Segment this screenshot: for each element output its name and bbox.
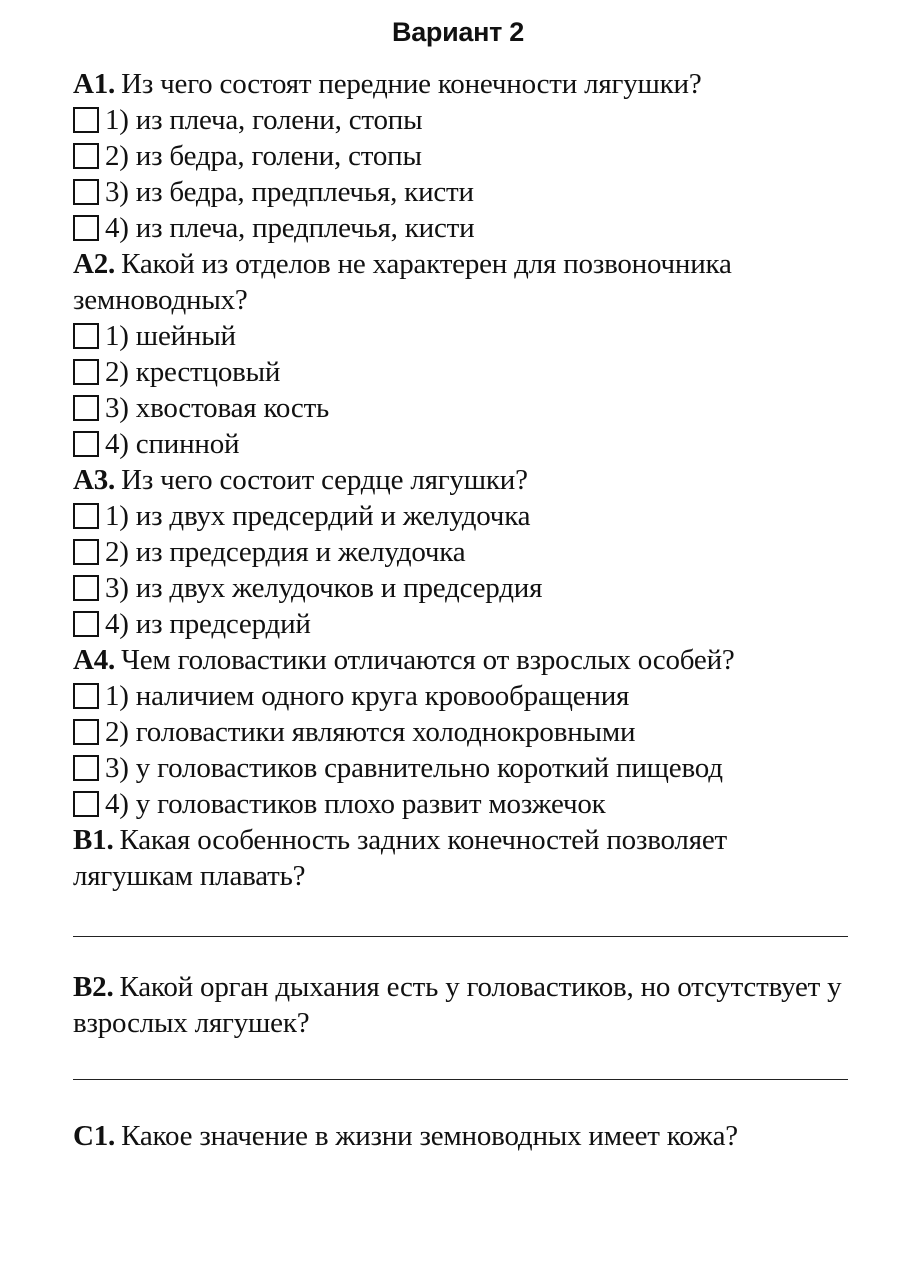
option-label: 4) у головастиков плохо развит мозжечок [105, 788, 606, 820]
answer-options [73, 102, 848, 246]
option-a3-1[interactable] [73, 498, 848, 534]
answer-checkbox[interactable] [73, 359, 99, 385]
question-number: А2. [73, 248, 116, 280]
page-title: Вариант 2 [392, 17, 524, 47]
question-number: В1. [73, 824, 114, 856]
answer-checkbox[interactable] [73, 575, 99, 601]
option-label: 4) из плеча, предплечья, кисти [105, 212, 475, 244]
option-a2-3[interactable] [73, 390, 848, 426]
answer-checkbox[interactable] [73, 179, 99, 205]
question-b2 [73, 969, 848, 1118]
option-a3-2[interactable] [73, 534, 848, 570]
question-prompt: Какой орган дыхания есть у головастиков, но отсутствует у взрослых лягушек? [73, 971, 842, 1039]
question-number: А1. [73, 68, 116, 100]
answer-checkbox[interactable] [73, 683, 99, 709]
option-label: 1) из двух предсердий и желудочка [105, 500, 531, 532]
answer-checkbox[interactable] [73, 719, 99, 745]
question-b2-text [73, 969, 848, 1041]
option-a4-2[interactable] [73, 714, 848, 750]
question-a2 [73, 246, 848, 462]
option-a4-3[interactable] [73, 750, 848, 786]
option-label: 2) из бедра, голени, стопы [105, 140, 422, 172]
answer-options [73, 678, 848, 822]
option-a2-2[interactable] [73, 354, 848, 390]
option-label: 3) из двух желудочков и предсердия [105, 572, 543, 604]
question-c1 [73, 1118, 848, 1154]
answer-checkbox[interactable] [73, 755, 99, 781]
answer-checkbox[interactable] [73, 503, 99, 529]
answer-checkbox[interactable] [73, 611, 99, 637]
option-label: 4) спинной [105, 428, 240, 460]
question-b1 [73, 822, 848, 969]
option-label: 2) из предсердия и желудочка [105, 536, 466, 568]
question-prompt: Чем головастики отличаются от взрослых особей? [121, 644, 735, 676]
option-label: 1) шейный [105, 320, 236, 352]
question-prompt: Из чего состоит сердце лягушки? [121, 464, 528, 496]
option-a2-4[interactable] [73, 426, 848, 462]
question-c1-text [73, 1118, 848, 1154]
question-number: С1. [73, 1120, 116, 1152]
question-a2-text [73, 246, 848, 318]
option-a1-3[interactable] [73, 174, 848, 210]
option-a4-1[interactable] [73, 678, 848, 714]
answer-checkbox[interactable] [73, 215, 99, 241]
question-a4-text [73, 642, 848, 678]
answer-checkbox[interactable] [73, 791, 99, 817]
option-a1-2[interactable] [73, 138, 848, 174]
answer-checkbox[interactable] [73, 431, 99, 457]
option-label: 4) из предсердий [105, 608, 311, 640]
question-a3-text [73, 462, 848, 498]
questions-list [73, 66, 848, 1154]
answer-checkbox[interactable] [73, 107, 99, 133]
answer-options [73, 318, 848, 462]
answer-checkbox[interactable] [73, 323, 99, 349]
option-label: 1) из плеча, голени, стопы [105, 104, 423, 136]
question-a3 [73, 462, 848, 642]
option-label: 2) головастики являются холоднокровными [105, 716, 636, 748]
answer-checkbox[interactable] [73, 395, 99, 421]
option-a1-1[interactable] [73, 102, 848, 138]
question-a1-text [73, 66, 848, 102]
question-b1-text [73, 822, 848, 894]
option-a1-4[interactable] [73, 210, 848, 246]
question-number: А3. [73, 464, 116, 496]
question-a4 [73, 642, 848, 822]
question-number: А4. [73, 644, 116, 676]
option-a2-1[interactable] [73, 318, 848, 354]
question-a1 [73, 66, 848, 246]
option-label: 1) наличием одного круга кровообращения [105, 680, 630, 712]
question-number: В2. [73, 971, 114, 1003]
answer-options [73, 498, 848, 642]
option-a3-3[interactable] [73, 570, 848, 606]
question-prompt: Какой из отделов не характерен для позвоночника земноводных? [73, 248, 732, 316]
answer-checkbox[interactable] [73, 539, 99, 565]
question-prompt: Какая особенность задних конечностей позволяет лягушкам плавать? [73, 824, 727, 892]
option-a4-4[interactable] [73, 786, 848, 822]
option-label: 2) крестцовый [105, 356, 281, 388]
option-label: 3) из бедра, предплечья, кисти [105, 176, 474, 208]
option-label: 3) хвостовая кость [105, 392, 330, 424]
option-label: 3) у головастиков сравнительно короткий пищевод [105, 752, 723, 784]
question-prompt: Какое значение в жизни земноводных имеет кожа? [121, 1120, 738, 1152]
option-a3-4[interactable] [73, 606, 848, 642]
question-prompt: Из чего состоят передние конечности лягушки? [121, 68, 702, 100]
answer-checkbox[interactable] [73, 143, 99, 169]
